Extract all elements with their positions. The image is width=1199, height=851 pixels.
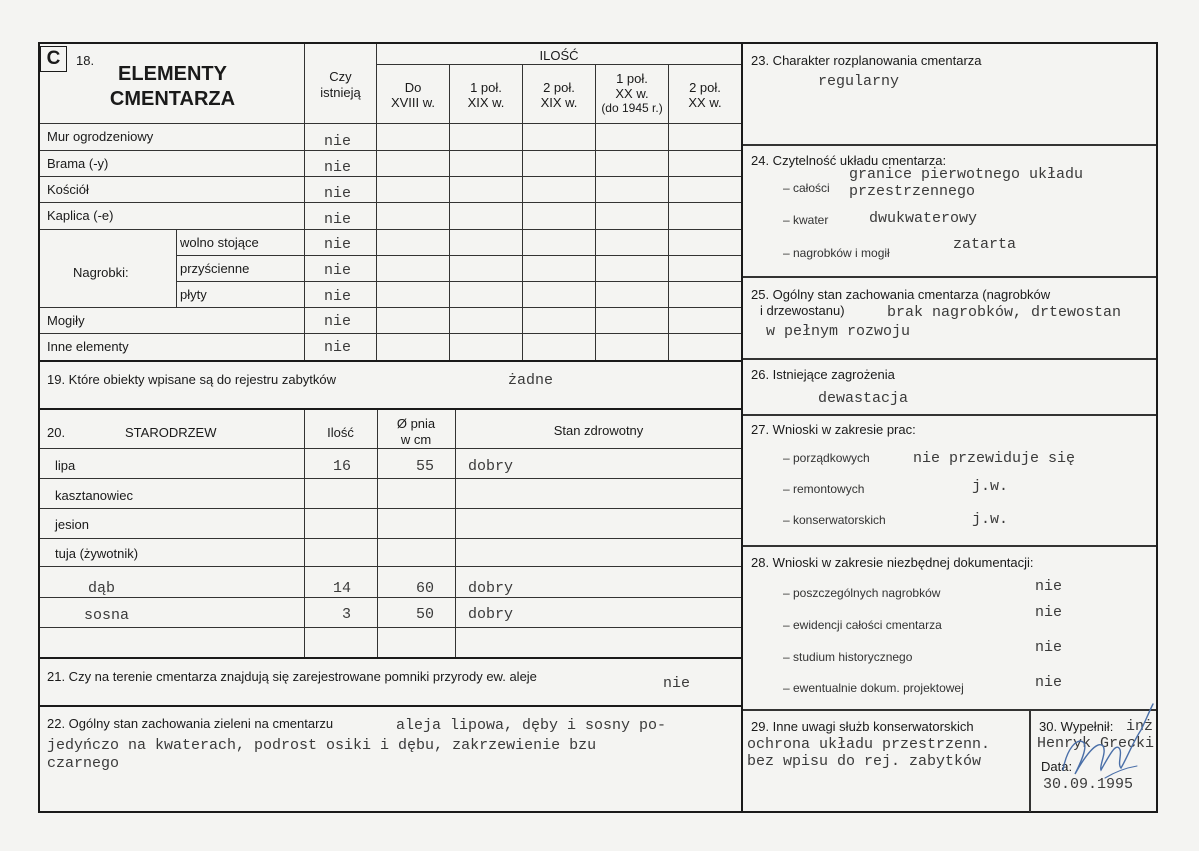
divider	[40, 627, 741, 628]
tree-diam-pine: 50	[416, 606, 435, 623]
section-27-cleanup-label: – porządkowych	[783, 451, 870, 465]
divider	[743, 414, 1156, 416]
section-27-repair-label: – remontowych	[783, 482, 865, 496]
section-29-line2: bez wpisu do rej. zabytków	[747, 753, 982, 770]
section-24-graves-value: zatarta	[953, 236, 1017, 253]
tree-name-linden: lipa	[55, 458, 76, 473]
section-25-label-1: 25. Ogólny stan zachowania cmentarza (nagrobków	[751, 287, 1051, 302]
col-health-header: Stan zdrowotny	[553, 423, 644, 438]
divider	[40, 333, 741, 334]
divider	[377, 64, 741, 65]
row-label-slabs: płyty	[180, 287, 207, 302]
section-24-whole-value2: przestrzennego	[849, 183, 976, 200]
divider	[40, 307, 741, 308]
section-30-label: 30. Wypełnił:	[1039, 719, 1114, 734]
section-28-history-label: – studium historycznego	[783, 650, 913, 664]
divider	[668, 64, 669, 360]
divider	[522, 64, 523, 360]
divider	[1029, 710, 1031, 812]
section-26-label: 26. Istniejące zagrożenia	[751, 367, 895, 382]
section-19-value: żadne	[508, 372, 554, 389]
section-22-line2: jedyńczo na kwaterach, podrost osiki i dębu, zakrzewienie bzu	[47, 737, 597, 754]
divider	[40, 202, 741, 203]
row-label-church: Kościół	[47, 182, 89, 197]
divider	[743, 358, 1156, 360]
tree-diam-oak: 60	[416, 580, 435, 597]
divider	[743, 276, 1156, 278]
period-header-5-l1: 2 poł.	[689, 80, 721, 95]
row-label-wall: Mur ogrodzeniowy	[47, 129, 154, 144]
section-26-value: dewastacja	[818, 390, 909, 407]
tree-health-pine: dobry	[468, 606, 514, 623]
section-30-title: inż	[1126, 718, 1154, 735]
tree-qty-pine: 3	[342, 606, 352, 623]
divider	[40, 566, 741, 567]
period-header-5-l2: XX w.	[688, 95, 722, 110]
divider	[40, 597, 741, 598]
tree-health-linden: dobry	[468, 458, 514, 475]
section-24-graves-label: – nagrobków i mogił	[783, 246, 890, 260]
divider	[40, 538, 741, 539]
divider	[40, 508, 741, 509]
section-29-line1: ochrona układu przestrzenn.	[747, 736, 991, 753]
row-value-church: nie	[324, 185, 352, 202]
col-exists-header-2: istnieją	[320, 85, 361, 100]
section-22-label: 22. Ogólny stan zachowania zieleni na cmentarzu	[47, 716, 334, 731]
section-27-cleanup-value: nie przewiduje się	[913, 450, 1076, 467]
divider	[40, 229, 741, 230]
period-header-2-l1: 1 poł.	[470, 80, 502, 95]
divider	[40, 150, 741, 151]
section-24-quarters-value: dwukwaterowy	[869, 210, 978, 227]
section-21-value: nie	[663, 675, 691, 692]
section-28-records-label: – ewidencji całości cmentarza	[783, 618, 942, 632]
tree-name-pine: sosna	[84, 607, 130, 624]
divider	[176, 255, 741, 256]
period-header-3-l2: XIX w.	[540, 95, 578, 110]
divider	[176, 229, 177, 307]
row-value-wall: nie	[324, 133, 352, 150]
section-28-tombstones-label: – poszczególnych nagrobków	[783, 586, 941, 600]
divider	[743, 545, 1156, 547]
section-27-repair-value: j.w.	[972, 478, 1009, 495]
section-28-project-value: nie	[1035, 674, 1063, 691]
period-header-1-l1: Do	[404, 80, 422, 95]
section-18-title-2: CMENTARZA	[109, 88, 236, 110]
section-20-title: STARODRZEW	[125, 425, 217, 440]
section-24-whole-label: – całości	[783, 181, 830, 195]
section-30-name: Henryk Grecki	[1037, 735, 1155, 752]
divider	[176, 281, 741, 282]
period-header-4-l2: XX w.	[615, 86, 649, 101]
tree-diam-linden: 55	[416, 458, 435, 475]
period-header-4-l1: 1 poł.	[616, 71, 648, 86]
section-24-label: 24. Czytelność układu cmentarza:	[751, 153, 947, 168]
row-value-gate: nie	[324, 159, 352, 176]
section-27-conservation-value: j.w.	[972, 511, 1009, 528]
row-label-chapel: Kaplica (-e)	[47, 208, 114, 223]
col-tree-qty-header: Ilość	[327, 425, 354, 440]
row-value-wall-mounted: nie	[324, 262, 352, 279]
section-29-label: 29. Inne uwagi służb konserwatorskich	[751, 719, 974, 734]
row-label-gate: Brama (-y)	[47, 156, 109, 171]
tree-name-ash: jesion	[55, 517, 89, 532]
section-28-tombstones-value: nie	[1035, 578, 1063, 595]
section-24-quarters-label: – kwater	[783, 213, 829, 227]
section-23-value: regularny	[818, 73, 900, 90]
row-label-freestanding: wolno stojące	[180, 235, 259, 250]
section-25-label-2: i drzewostanu)	[760, 303, 845, 318]
divider	[40, 478, 741, 479]
divider	[449, 64, 450, 360]
row-value-graves: nie	[324, 313, 352, 330]
divider	[40, 176, 741, 177]
section-28-label: 28. Wnioski w zakresie niezbędnej dokumentacji:	[751, 555, 1034, 570]
row-value-freestanding: nie	[324, 236, 352, 253]
row-value-other: nie	[324, 339, 352, 356]
section-24-whole-value1: granice pierwotnego układu	[849, 166, 1084, 183]
tree-qty-linden: 16	[333, 458, 352, 475]
tree-health-oak: dobry	[468, 580, 514, 597]
section-18-title-1: ELEMENTY	[118, 63, 227, 85]
section-25-value-2: w pełnym rozwoju	[766, 323, 911, 340]
divider	[743, 144, 1156, 146]
signature-scribble	[1045, 700, 1155, 785]
section-20-number: 20.	[47, 425, 66, 440]
section-28-records-value: nie	[1035, 604, 1063, 621]
section-25-value-1: brak nagrobków, drtewostan	[887, 304, 1122, 321]
col-exists-header-1: Czy	[329, 69, 352, 84]
section-22-line3: czarnego	[47, 755, 120, 772]
section-28-project-label: – ewentualnie dokum. projektowej	[783, 681, 964, 695]
section-21-label: 21. Czy na terenie cmentarza znajdują się zarejestrowane pomniki przyrody ew. aleje	[47, 669, 537, 684]
section-letter: C	[46, 48, 61, 69]
row-label-wall-mounted: przyścienne	[180, 261, 250, 276]
col-quantity-header: ILOŚĆ	[539, 48, 579, 63]
section-30-date: 30.09.1995	[1043, 776, 1134, 793]
row-value-slabs: nie	[324, 288, 352, 305]
section-27-conservation-label: – konserwatorskich	[783, 513, 886, 527]
col-trunk-header-2: w cm	[400, 432, 432, 447]
period-header-3-l1: 2 poł.	[543, 80, 575, 95]
row-label-other: Inne elementy	[47, 339, 129, 354]
tree-name-oak: dąb	[88, 580, 116, 597]
tree-name-thuja: tuja (żywotnik)	[55, 546, 139, 561]
row-value-chapel: nie	[324, 211, 352, 228]
divider	[595, 64, 596, 360]
row-label-graves: Mogiły	[47, 313, 85, 328]
section-18-number: 18.	[76, 53, 95, 68]
period-header-4-l3: (do 1945 r.)	[601, 101, 663, 115]
section-30-date-label: Data:	[1041, 759, 1073, 774]
section-23-label: 23. Charakter rozplanowania cmentarza	[751, 53, 982, 68]
divider	[40, 448, 741, 449]
col-trunk-header-1: Ø pnia	[396, 416, 436, 431]
section-22-line1: aleja lipowa, dęby i sosny po-	[396, 717, 667, 734]
section-28-history-value: nie	[1035, 639, 1063, 656]
tree-qty-oak: 14	[333, 580, 352, 597]
period-header-2-l2: XIX w.	[467, 95, 505, 110]
section-27-label: 27. Wnioski w zakresie prac:	[751, 422, 916, 437]
section-19-label: 19. Które obiekty wpisane są do rejestru zabytków	[47, 372, 337, 387]
row-group-label-tombstones: Nagrobki:	[73, 265, 129, 280]
period-header-1-l2: XVIII w.	[390, 95, 436, 110]
tree-name-chestnut: kasztanowiec	[55, 488, 134, 503]
divider	[40, 123, 741, 124]
